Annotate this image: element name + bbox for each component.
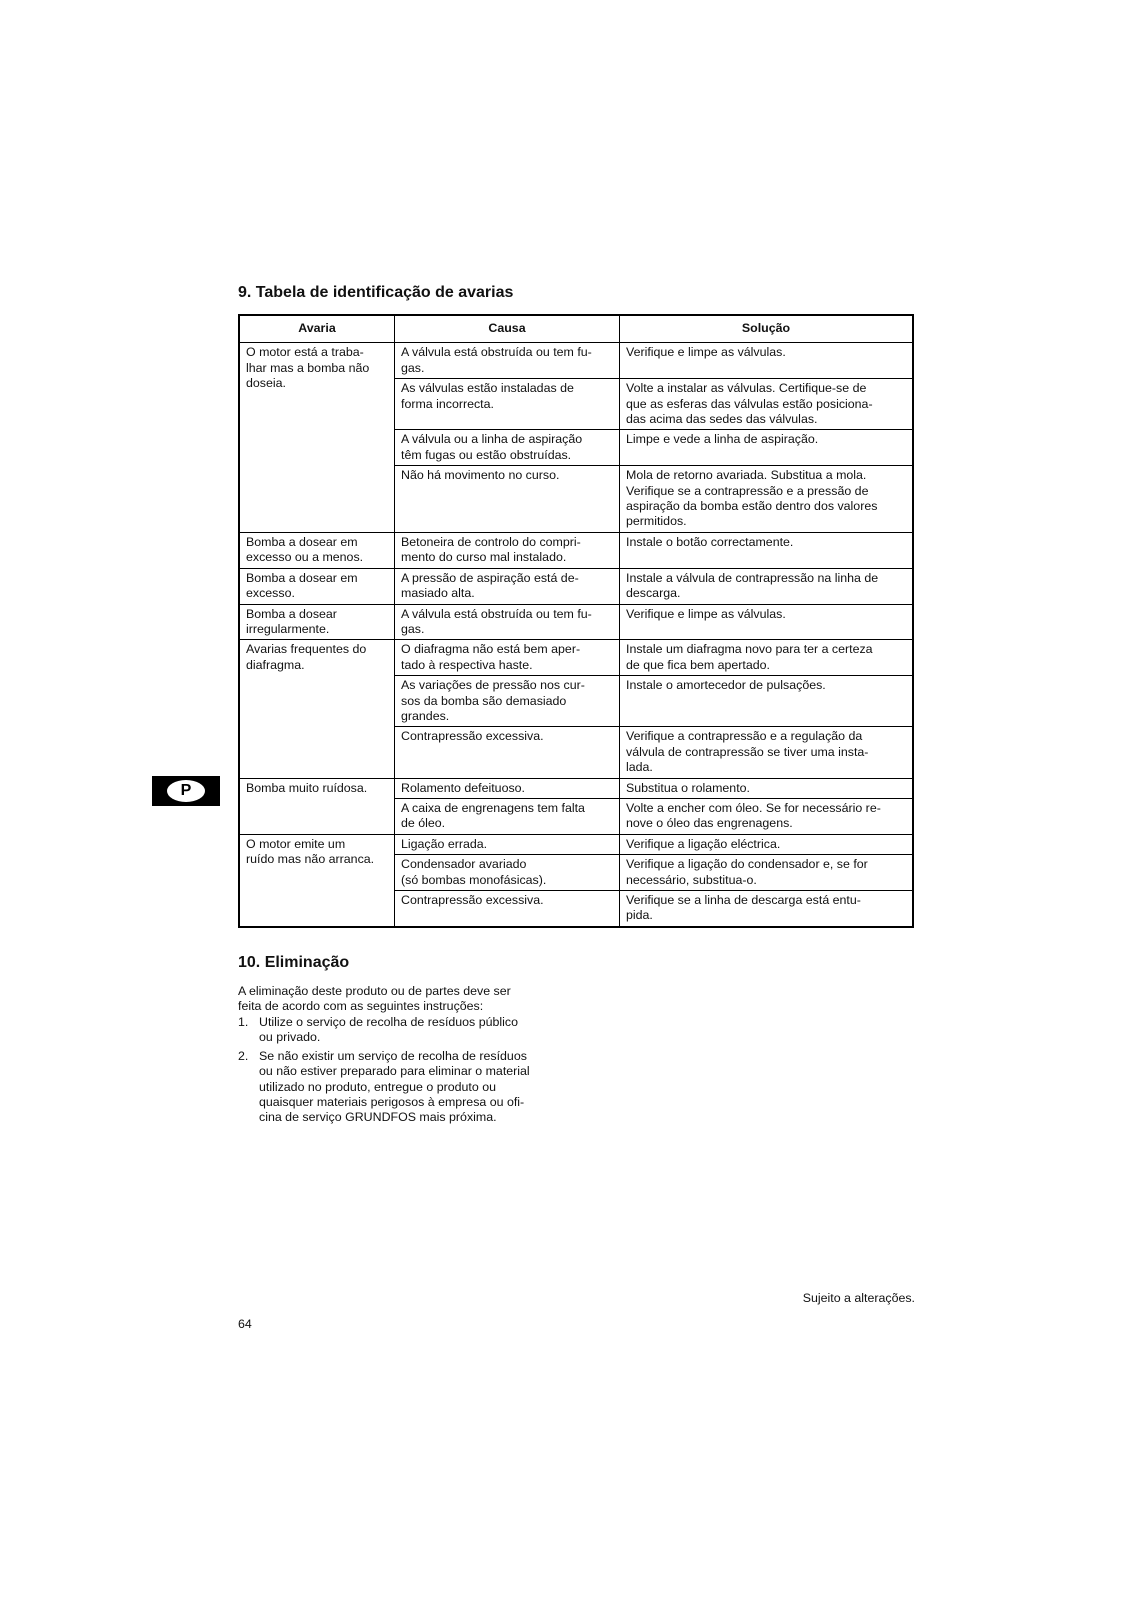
cell-solucao: Verifique se a linha de descarga está entu- pida. [620,891,914,927]
cell-avaria: Bomba muito ruídosa. [239,778,395,834]
step-text: Utilize o serviço de recolha de resíduos público ou privado. [259,1015,518,1045]
table-row [239,604,913,640]
section-10-title: 10. Eliminação [238,954,350,971]
cell-causa: A válvula está obstruída ou tem fu- gas. [395,604,620,640]
header-solucao: Solução [620,315,914,343]
language-badge [167,780,205,802]
table-row [239,834,913,854]
cell-avaria: O motor emite um ruído mas não arranca. [239,834,395,927]
cell-solucao: Volte a encher com óleo. Se for necessário re- nove o óleo das engrenagens. [620,798,914,834]
header-avaria: Avaria [239,315,395,343]
cell-solucao: Instale o amortecedor de pulsações. [620,676,914,727]
disposal-intro: A eliminação deste produto ou de partes deve ser feita de acordo com as seguintes instruções: [238,984,511,1014]
cell-causa: Contrapressão excessiva. [395,891,620,927]
cell-causa: As válvulas estão instaladas de forma incorrecta. [395,379,620,430]
table-row [239,778,913,798]
list-item [238,1049,568,1126]
header-causa: Causa [395,315,620,343]
footer-note: Sujeito a alterações. [802,1291,915,1305]
language-code: P [180,782,192,799]
cell-solucao: Substitua o rolamento. [620,778,914,798]
cell-solucao: Verifique a ligação eléctrica. [620,834,914,854]
cell-solucao: Volte a instalar as válvulas. Certifique-se de que as esferas das válvulas estão posiciona- das acima das sedes das válvulas. [620,379,914,430]
cell-solucao: Verifique a contrapressão e a regulação da válvula de contrapressão se tiver uma insta- lada. [620,727,914,778]
cell-avaria: Bomba a dosear em excesso. [239,568,395,604]
cell-causa: A caixa de engrenagens tem falta de óleo. [395,798,620,834]
cell-avaria: Avarias frequentes do diafragma. [239,640,395,778]
cell-solucao: Verifique e limpe as válvulas. [620,343,914,379]
page-number: 64 [238,1317,252,1331]
cell-causa: A válvula está obstruída ou tem fu- gas. [395,343,620,379]
cell-solucao: Instale o botão correctamente. [620,532,914,568]
cell-avaria: O motor está a traba- lhar mas a bomba não doseia. [239,343,395,532]
cell-causa: Rolamento defeituoso. [395,778,620,798]
cell-avaria: Bomba a dosear irregularmente. [239,604,395,640]
cell-solucao: Limpe e vede a linha de aspiração. [620,430,914,466]
cell-causa: Contrapressão excessiva. [395,727,620,778]
cell-causa: Betoneira de controlo do compri- mento do curso mal instalado. [395,532,620,568]
table-row [239,343,913,379]
fault-table-header-row [239,315,913,343]
cell-causa: Ligação errada. [395,834,620,854]
cell-solucao: Instale a válvula de contrapressão na linha de descarga. [620,568,914,604]
cell-avaria: Bomba a dosear em excesso ou a menos. [239,532,395,568]
cell-causa: Condensador avariado (só bombas monofásicas). [395,855,620,891]
cell-causa: O diafragma não está bem aper- tado à respectiva haste. [395,640,620,676]
table-row [239,640,913,676]
step-number: 2. [238,1048,249,1063]
step-number: 1. [238,1015,249,1029]
disposal-steps [238,1015,568,1129]
table-row [239,532,913,568]
cell-causa: A pressão de aspiração está de- masiado alta. [395,568,620,604]
step-text: Se não existir um serviço de recolha de resíduos ou não estiver preparado para eliminar o material utilizado no produto, entregue o produto ou quaisquer materiais perigosos à empresa ou ofi- cina de serviço GRUNDFOS mais próxima. [259,1048,530,1125]
fault-table [238,314,914,928]
cell-causa: As variações de pressão nos cur- sos da bomba são demasiado grandes. [395,676,620,727]
cell-solucao: Verifique e limpe as válvulas. [620,604,914,640]
section-9-title: 9. Tabela de identificação de avarias [238,284,514,301]
cell-solucao: Verifique a ligação do condensador e, se for necessário, substitua-o. [620,855,914,891]
fault-table-body [239,343,913,927]
table-row [239,568,913,604]
cell-solucao: Instale um diafragma novo para ter a certeza de que fica bem apertado. [620,640,914,676]
list-item [238,1015,568,1046]
cell-causa: Não há movimento no curso. [395,466,620,533]
cell-solucao: Mola de retorno avariada. Substitua a mola. Verifique se a contrapressão e a pressão de aspiração da bomba estão dentro dos valores permitidos. [620,466,914,533]
cell-causa: A válvula ou a linha de aspiração têm fugas ou estão obstruídas. [395,430,620,466]
language-tab [152,776,220,806]
